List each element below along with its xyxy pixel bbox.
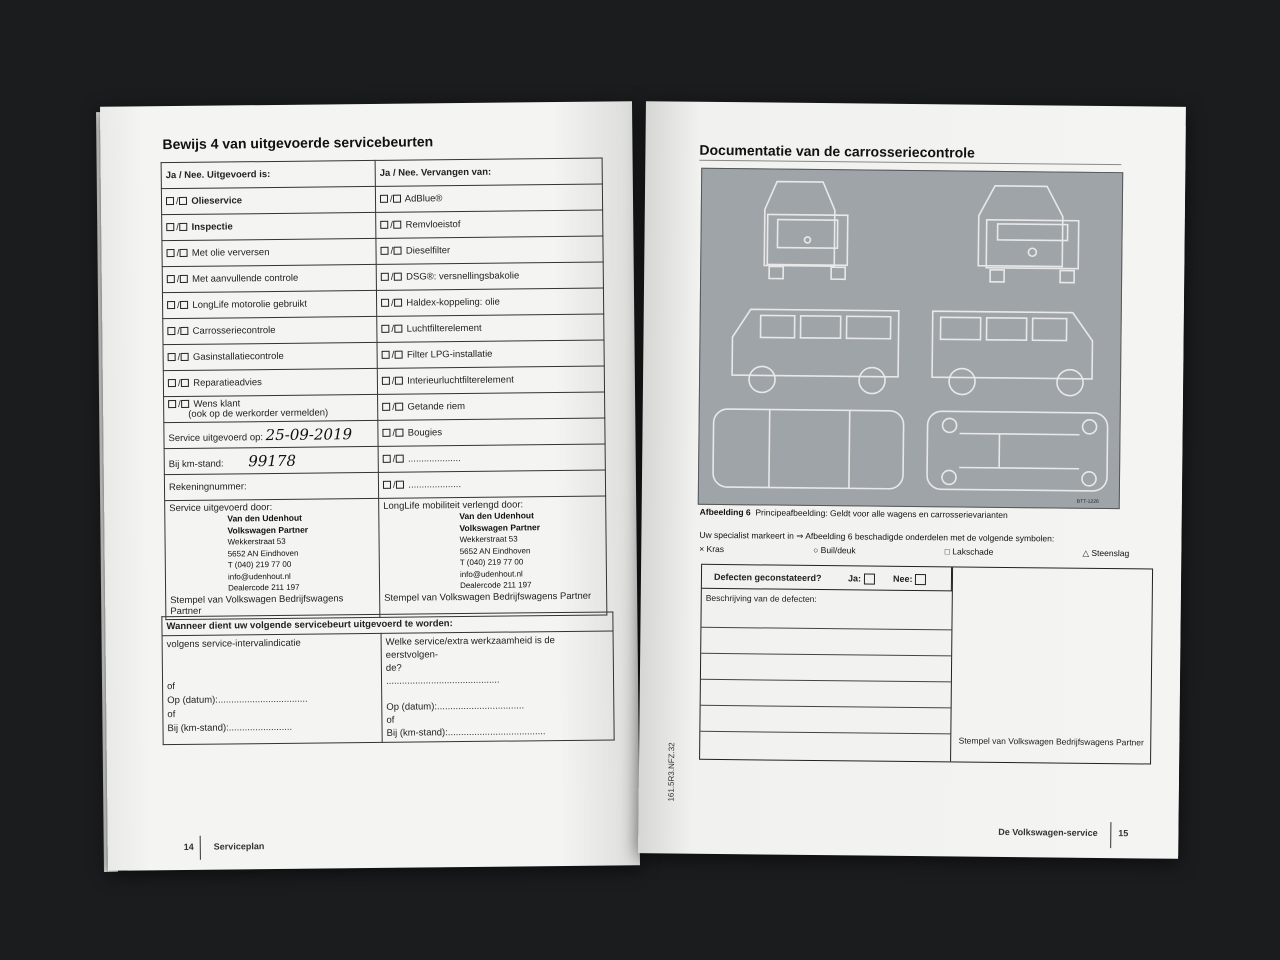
row-blank2: / .................... — [378, 470, 605, 498]
left-page — [100, 101, 640, 871]
defects-table — [699, 564, 1153, 765]
symbol-buil: ○ Buil/deuk — [813, 544, 856, 556]
van-outline-drawing — [699, 169, 1122, 508]
desc-line-5 — [700, 731, 950, 735]
stamp-label-right: Stempel van Volkswagen Bedrijfswagens Partner — [958, 735, 1144, 748]
side-code: 161.5R3.NFZ.32 — [666, 742, 677, 802]
stamp-right: Van den Udenhout Volkswagen Partner Wekkerstraat 53 5652 AN Eindhoven T (040) 219 77 00 info@udenhout.nl Dealercode 211 197 — [459, 510, 541, 591]
row-olieservice: / Olieservice — [161, 186, 375, 214]
handwritten-km: 99178 — [248, 451, 297, 470]
row-dsg: / DSG®: versnellingsbakolie — [376, 262, 603, 290]
row-km: Bij km-stand: 99178 — [164, 446, 378, 474]
nee-checkbox[interactable] — [915, 574, 926, 585]
symbol-legend — [699, 544, 1129, 560]
next-right: Welke service/extra werkzaamheid is de eerstvolgen- de? ........................................... Op (datum):................................. of Bij (km-stand):..................................... — [381, 631, 614, 742]
page-title-right: Documentatie van de carrosseriecontrole — [699, 141, 975, 161]
figure-caption: Afbeelding 6 Principeafbeelding: Geldt voor alle wagens en carrosserievarianten — [699, 506, 1008, 521]
row-carrosserie: / Carrosseriecontrole — [163, 316, 377, 344]
vehicle-diagram — [698, 168, 1124, 509]
symbol-kras: × Kras — [699, 543, 725, 555]
next-left: volgens service-intervalindicatie of Op (datum):.................................. of Bij (km-stand):........................ — [162, 633, 382, 744]
row-gas: / Gasinstallatiecontrole — [163, 342, 377, 370]
col2-header: Ja / Nee. Vervangen van: — [375, 158, 602, 186]
page-title: Bewijs 4 van uitgevoerde servicebeurten — [162, 133, 434, 153]
row-reparatie: / Reparatieadvies — [163, 368, 377, 396]
desc-line-4 — [701, 705, 951, 709]
footer-divider — [200, 836, 201, 860]
service-table — [161, 158, 608, 620]
stamp-cell-left: Service uitgevoerd door: Van den Udenhout Volkswagen Partner Wekkerstraat 53 5652 AN Eindhoven T (040) 219 77 00 info@udenhout.nl Dealercode 211 197 Stempel van Volkswagen Bedrijfswagens Partner — [165, 498, 380, 619]
column-divider — [950, 567, 953, 761]
defects-question: Defecten geconstateerd? Ja: Nee: — [702, 565, 952, 592]
row-inspectie: / Inspectie — [162, 212, 376, 240]
symbol-lak: □ Lakschade — [944, 546, 994, 557]
instruction: Uw specialist markeert in ⇒ Afbeelding 6 beschadigde onderdelen met de volgende symbolen: — [699, 529, 1055, 544]
right-page-number: 15 — [1118, 828, 1129, 839]
row-remvloeistof: / Remvloeistof — [376, 210, 603, 238]
row-luchtfilter: / Luchtfilterelement — [377, 314, 604, 342]
col1-header: Ja / Nee. Uitgevoerd is: — [161, 160, 375, 188]
symbol-steenslag: △ Steenslag — [1082, 547, 1130, 559]
next-header: Wanneer dient uw volgende servicebeurt uitgevoerd te worden: — [162, 612, 613, 636]
row-aanvullende: / Met aanvullende controle — [162, 264, 376, 292]
row-account: Rekeningnummer: — [164, 472, 378, 500]
row-adblue: / AdBlue® — [375, 184, 602, 212]
row-wens: / Wens klant (ook op de werkorder vermelden) — [164, 394, 378, 422]
row-riem: / Getande riem — [378, 392, 605, 420]
desc-line-1 — [701, 627, 951, 631]
row-service-date: Service uitgevoerd op: 25-09-2019 — [164, 420, 378, 448]
row-lpg: / Filter LPG-installatie — [377, 340, 604, 368]
row-longlife: / LongLife motorolie gebruikt — [162, 290, 376, 318]
desc-line-3 — [701, 679, 951, 683]
left-page-number: 14 — [183, 841, 194, 852]
right-page — [638, 101, 1186, 859]
desc-line-2 — [701, 653, 951, 657]
handwritten-date: 25-09-2019 — [265, 424, 353, 444]
row-olie-verversen: / Met olie verversen — [162, 238, 376, 266]
next-service-table — [161, 611, 614, 745]
row-interieur: / Interieurluchtfilterelement — [377, 366, 604, 394]
title-rule — [699, 160, 1121, 165]
right-footer: De Volkswagen-service — [998, 826, 1098, 838]
row-bougies: / Bougies — [378, 418, 605, 446]
ja-checkbox[interactable] — [863, 574, 874, 585]
row-blank1: / .................... — [378, 444, 605, 472]
stamp-cell-right: LongLife mobiliteit verlengd door: Van den Udenhout Volkswagen Partner Wekkerstraat 53 5652 AN Eindhoven T (040) 219 77 00 info@udenhout.nl Dealercode 211 197 Stempel van Volkswagen Bedrijfswagens Partner — [379, 496, 607, 617]
row-haldex: / Haldex-koppeling: olie — [376, 288, 603, 316]
stamp-left: Van den Udenhout Volkswagen Partner Wekkerstraat 53 5652 AN Eindhoven T (040) 219 77 00 info@udenhout.nl Dealercode 211 197 — [227, 512, 309, 593]
fig-code: BTT-1226 — [1076, 498, 1099, 505]
desc-label: Beschrijving van de defecten: — [705, 592, 817, 605]
row-dieselfilter: / Dieselfilter — [376, 236, 603, 264]
section-name: Serviceplan — [213, 841, 265, 852]
right-footer-divider — [1110, 822, 1111, 848]
